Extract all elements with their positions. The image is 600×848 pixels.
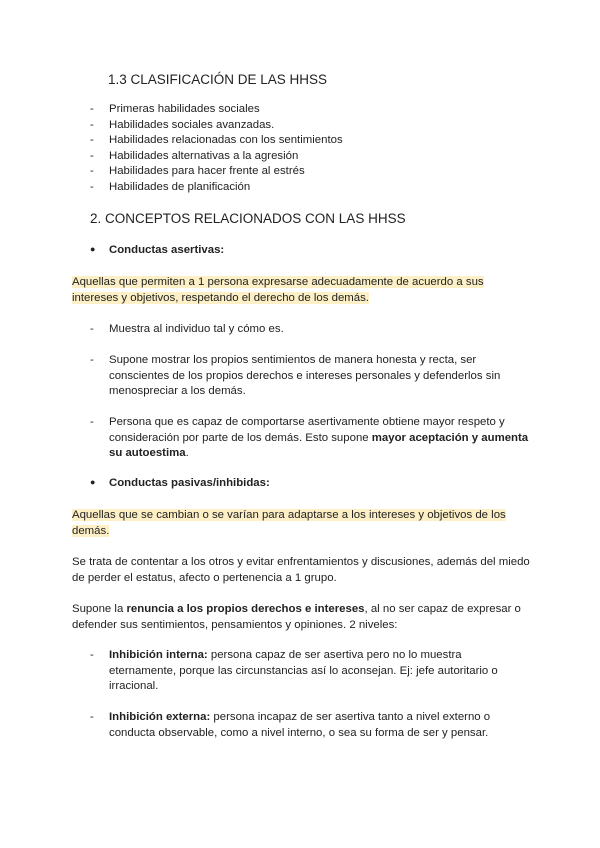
asertivas-item-2: - Supone mostrar los propios sentimientos de manera honesta y recta, ser conscientes de los propios derechos e intereses personales y defenderlos sin menospreciar a los demás. xyxy=(90,354,501,398)
list-item: - Habilidades de planificación xyxy=(90,180,251,193)
asertivas-item-1: - Muestra al individuo tal y cómo es. xyxy=(90,323,284,335)
section-1-3-title: 1.3 CLASIFICACIÓN DE LAS HHSS xyxy=(108,72,328,87)
asertivas-definition: Aquellas que permiten a 1 persona expresarse adecuadamente de acuerdo a sus intereses y objetivos, respetando el derecho de los demás. xyxy=(72,276,484,304)
list-item: - Habilidades para hacer frente al estrés xyxy=(90,165,305,178)
section-2-title: 2. CONCEPTOS RELACIONADOS CON LAS HHSS xyxy=(90,211,406,226)
asertivas-heading: ● Conductas asertivas: xyxy=(90,244,225,256)
inhibicion-interna-item: - Inhibición interna: persona capaz de ser asertiva pero no lo muestra eternamente, porque las circunstancias así lo aconsejan. Ej: jefe autoritario o irracional. xyxy=(90,649,498,693)
list-item: - Habilidades sociales avanzadas. xyxy=(90,118,275,131)
pasivas-paragraph-1: Se trata de contentar a los otros y evitar enfrentamientos y discusiones, además del miedo de perder el estatus, afecto o pertenencia a 1 grupo. xyxy=(72,556,530,584)
pasivas-heading: ● Conductas pasivas/inhibidas: xyxy=(90,477,270,489)
list-item: - Habilidades alternativas a la agresión xyxy=(90,149,299,162)
inhibicion-externa-item: - Inhibición externa: persona incapaz de ser asertiva tanto a nivel externo o conducta observable, como a nivel interno, o sea su forma de ser y pensar. xyxy=(90,711,491,739)
pasivas-paragraph-2: Supone la renuncia a los propios derechos e intereses, al no ser capaz de expresar o defender sus sentimientos, pensamientos y opiniones. 2 niveles: xyxy=(72,603,521,631)
hhss-classification-list xyxy=(90,102,343,196)
list-item: - Primeras habilidades sociales xyxy=(90,103,260,115)
list-item: - Habilidades relacionadas con los sentimientos xyxy=(90,134,343,147)
pasivas-definition: Aquellas que se cambian o se varían para adaptarse a los intereses y objetivos de los demás. xyxy=(72,509,506,537)
asertivas-item-3: - Persona que es capaz de comportarse asertivamente obtiene mayor respeto y consideración por parte de los demás. Esto supone mayor aceptación y aumenta su autoestima. xyxy=(90,416,529,460)
